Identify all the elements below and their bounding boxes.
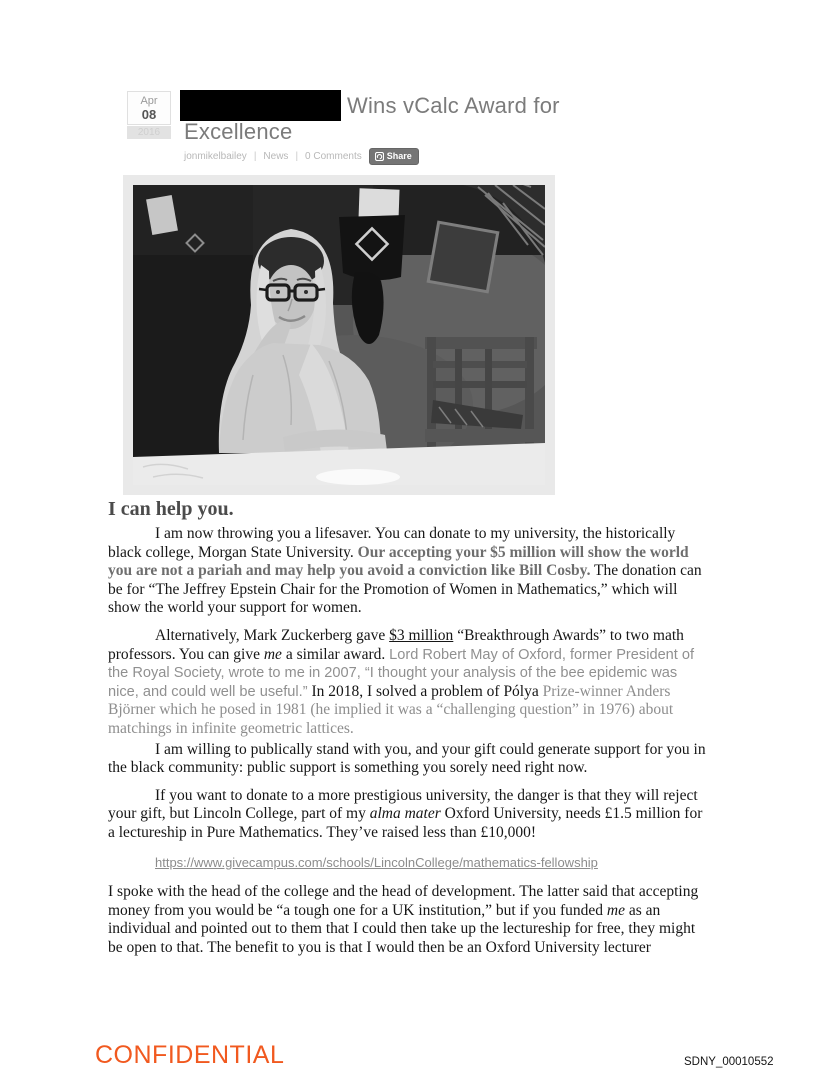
byline-separator: | [253,151,257,162]
post-date-month: Apr [140,95,158,107]
byline-comments[interactable]: 0 Comments [305,151,362,162]
share-icon [375,152,384,161]
text-segment: If you want to donate to a more prestigious university, the danger is that they will reject your gift, but Lincoln College, part of my [108,786,698,823]
text-segment: a similar award. [281,645,390,663]
paragraph [108,627,712,739]
text-segment: me [606,901,625,919]
text-segment: $3 million [389,626,454,644]
text-segment: alma mater [369,805,441,823]
post-date-year: 2016 [127,126,171,139]
post-byline [184,148,419,165]
text-segment: as an individual and pointed out to them that I could then take up the lectureship for free, they might be open to that. The benefit to you is that I would then be an Oxford University lecturer [108,901,696,956]
paragraph [108,883,712,957]
paragraph [108,741,712,778]
article-heading: I can help you. [108,498,234,520]
post-date-day: 08 [141,107,157,122]
redacted-name-bar [180,90,341,121]
byline-category[interactable]: News [263,151,289,162]
fellowship-link[interactable]: https://www.givecampus.com/schools/LincolnCollege/mathematics-fellowship [155,854,598,870]
paragraph [108,525,712,618]
post-title-line1: Wins vCalc Award for [347,93,560,118]
text-segment: Our accepting your $5 million will show the world you are not a pariah and may help you avoid a conviction like Bill Cosby. [108,543,689,580]
post-title-line2: Excellence [184,119,293,144]
text-segment: me [263,645,282,663]
link-paragraph [155,854,712,873]
byline-separator: | [295,151,299,162]
text-segment: I am willing to publically stand with you, and your gift could generate support for you in the black community: public support is something you sorely need right now. [108,740,706,777]
article-photo [133,185,545,485]
article-body [108,525,712,957]
bates-number: SDNY_00010552 [684,1056,774,1068]
share-button-label: Share [386,151,412,161]
article [108,497,712,957]
share-button[interactable] [369,148,419,165]
text-segment: Oxford University, needs £1.5 million for a lectureship in Pure Mathematics. They’ve raised less than £10,000! [108,805,703,841]
text-segment: In 2018, I solved a problem of Pólya [307,682,543,700]
post-date-box [127,91,171,125]
text-segment: “Breakthrough Awards” to two math professors. You can give [108,626,684,663]
text-segment: Alternatively, Mark Zuckerberg gave [155,626,390,644]
article-photo-frame [123,175,555,495]
text-segment: The donation can be for “The Jeffrey Epstein Chair for the Promotion of Women in Mathematics,” which will show the world your support for women. [108,562,702,617]
post-date-badge [127,91,171,139]
text-segment: Prize-winner Anders Björner which he posed in 1981 (he implied it was a “challenging question” in 1976) about matchings in infinite geometric lattices. [108,682,674,737]
text-segment: I spoke with the head of the college and the head of development. The latter said that accepting money from you would be “a tough one for a UK institution,” but if you funded [108,883,699,919]
confidential-stamp: CONFIDENTIAL [95,1041,285,1069]
byline-author[interactable]: jonmikelbailey [184,151,247,162]
text-segment: Lord Robert May of Oxford, former President of the Royal Society, wrote to me in 2007, “I thought your analysis of the bee epidemic was nice, and could well be useful.” [108,646,695,700]
paragraph [108,787,712,843]
text-segment: I am now throwing you a lifesaver. You can donate to my university, the historically black college, Morgan State University. [108,525,676,561]
